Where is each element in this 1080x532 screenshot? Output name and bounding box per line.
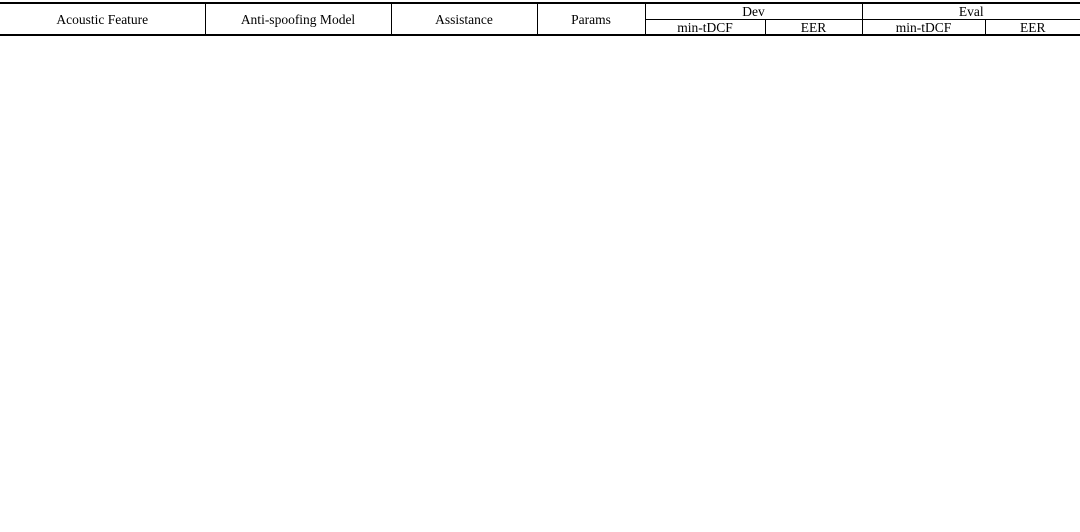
column-header-eval-eer: EER	[985, 20, 1080, 36]
column-header-acoustic-feature: Acoustic Feature	[56, 12, 149, 27]
column-header-dev-min-tdcf: min-tDCF	[645, 20, 765, 36]
header-row-top	[0, 3, 1080, 20]
column-header-eval-min-tdcf: min-tDCF	[862, 20, 985, 36]
results-table	[0, 2, 1080, 36]
column-header-dev-eer: EER	[765, 20, 862, 36]
table-header	[0, 3, 1080, 35]
column-group-dev: Dev	[645, 3, 862, 20]
column-group-eval: Eval	[862, 3, 1080, 20]
column-header-params: Params	[537, 3, 645, 35]
column-header-anti-spoofing-model: Anti-spoofing Model	[205, 3, 391, 35]
column-header-assistance: Assistance	[391, 3, 537, 35]
